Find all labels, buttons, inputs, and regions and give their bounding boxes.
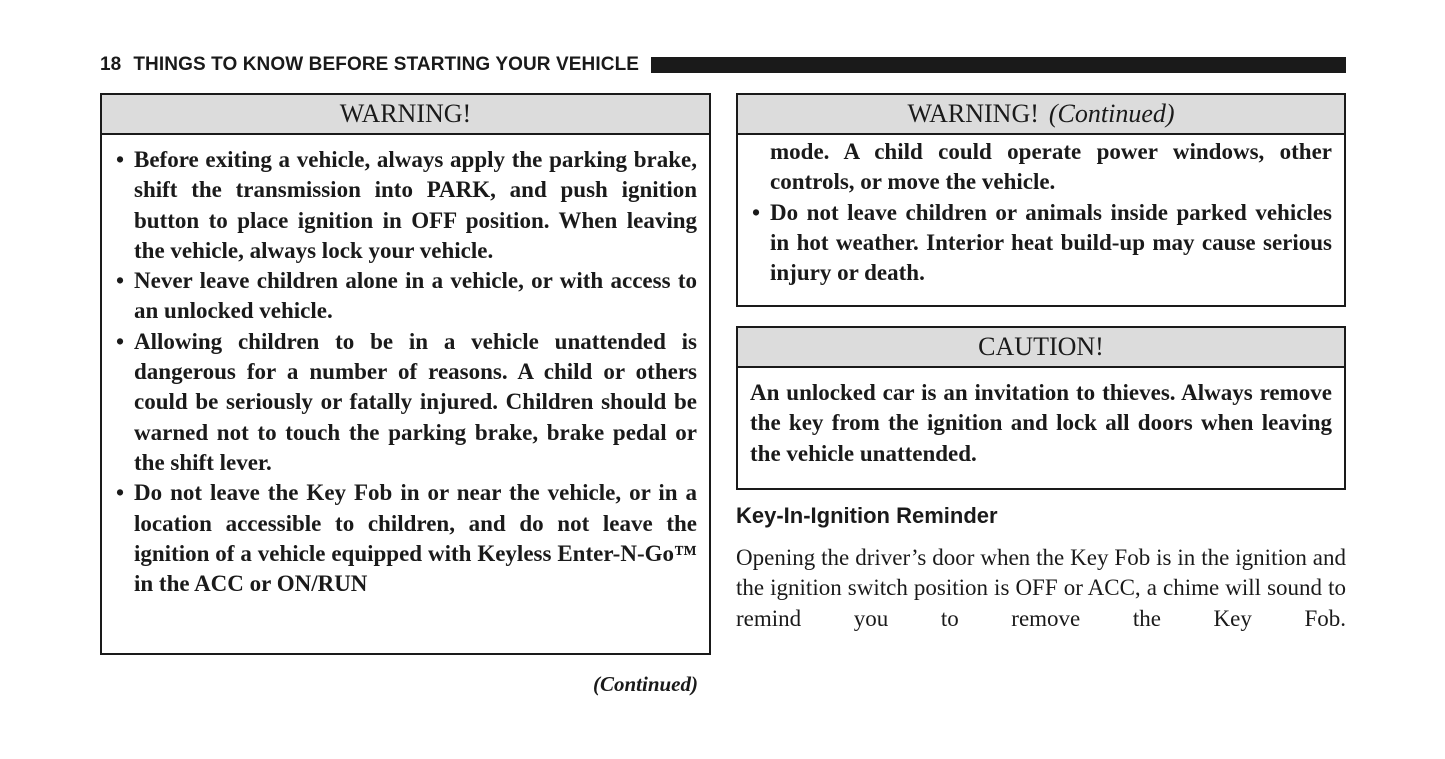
warning-continued-lead: mode. A child could operate power windows, other controls, or move the vehicle. <box>770 139 1332 195</box>
page-header <box>100 53 1346 77</box>
warning-bullet-list <box>116 145 697 599</box>
warning-continued-box <box>736 93 1346 307</box>
continued-label: (Continued) <box>592 672 698 696</box>
warning-bullet: • Do not leave the Key Fob in or near the vehicle, or in a location accessible to children, and do not leave the ignition of a vehicle equipped with Keyless Enter-N-Go™ in the ACC or ON/RUN <box>116 478 697 599</box>
warning-box <box>100 93 711 655</box>
chapter-title: THINGS TO KNOW BEFORE STARTING YOUR VEHICLE <box>133 54 640 75</box>
warning-bullet: • Before exiting a vehicle, always apply the parking brake, shift the transmission into PARK, and push ignition button to place ignition in OFF position. When leaving the vehicle, always lock your vehicle. <box>116 145 697 266</box>
section-paragraph-text: Opening the driver’s door when the Key Fob is in the ignition and the ignition switch position is OFF or ACC, a chime will sound to remind you to remove the Key Fob. <box>736 545 1346 631</box>
warning-bullet: • Never leave children alone in a vehicle, or with access to an unlocked vehicle. <box>116 266 697 327</box>
warning-continued-title-text: WARNING! <box>907 99 1039 128</box>
caution-box <box>736 326 1346 490</box>
section-paragraph <box>736 543 1346 634</box>
warning-body <box>102 135 709 599</box>
caution-title: CAUTION! <box>738 328 1344 368</box>
warning-continued-title <box>738 95 1344 135</box>
section-heading: Key-In-Ignition Reminder <box>736 503 998 528</box>
warning-continued-bullet: • Do not leave children or animals inside parked vehicles in hot weather. Interior heat build-up may cause serious injury or death. <box>752 198 1332 289</box>
warning-continued-bullet-list <box>752 198 1332 289</box>
warning-title: WARNING! <box>102 95 709 135</box>
caution-body: An unlocked car is an invitation to thieves. Always remove the key from the ignition and lock all doors when leaving the vehicle unattended. <box>750 380 1332 466</box>
header-text <box>100 54 639 76</box>
warning-continued-body <box>738 135 1344 288</box>
page-number: 18 <box>100 54 122 75</box>
header-rule <box>651 57 1346 73</box>
warning-continued-suffix: (Continued) <box>1048 99 1175 128</box>
warning-bullet: • Allowing children to be in a vehicle unattended is dangerous for a number of reasons. A child or others could be seriously or fatally injured. Children should be warned not to touch the parking brake, brake pedal or the shift lever. <box>116 327 697 478</box>
